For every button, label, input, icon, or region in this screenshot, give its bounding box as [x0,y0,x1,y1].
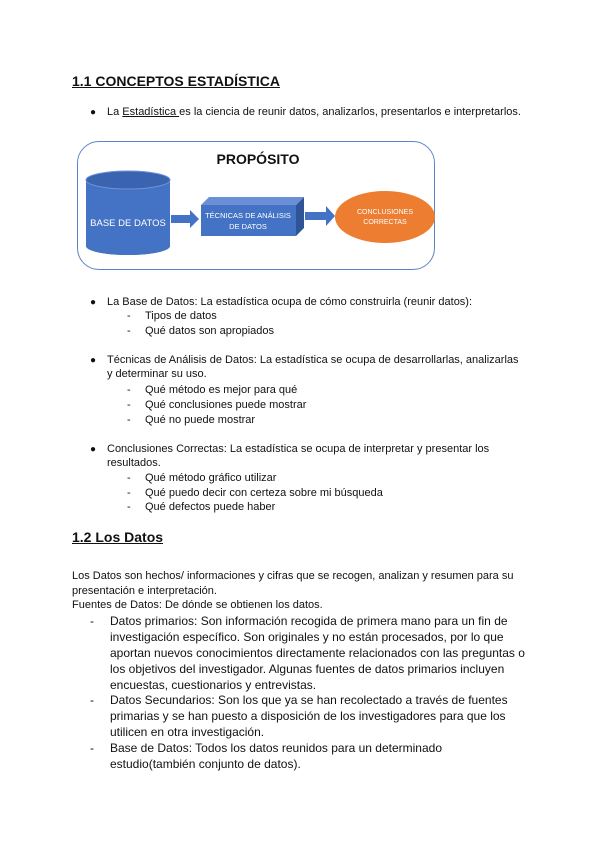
analysis-label-line2: DE DATOS [229,222,267,231]
bullet-dot: ● [90,444,97,455]
bullet-text-line1: Conclusiones Correctas: La estadística se ocupa de interpretar y presentar los [107,443,490,455]
bullet-text-line1: Técnicas de Análisis de Datos: La estadística se ocupa de desarrollarlas, analizarlas [107,354,519,366]
diagram-graphic [78,142,436,271]
list-line: Datos Secundarios: Son los que ya se han recolectado a través de fuentes [110,693,508,707]
conclusions-ellipse [335,191,435,243]
sub-item-text: Qué método es mejor para qué [145,384,298,396]
database-cylinder-icon [86,171,170,255]
list-line: Base de Datos: Todos los datos reunidos para un determinado [110,741,442,755]
diagram-title: PROPÓSITO [216,151,300,167]
conclusions-label-line1: CONCLUSIONES [356,209,414,216]
arrow-right-icon [305,206,335,226]
datos-definition-line2: presentación e interpretación. [72,585,217,597]
list-line: utilicen en otra investigación. [110,725,265,739]
arrow-right-icon [171,210,199,228]
sub-item-text: Tipos de datos [145,310,217,322]
sub-item-text: Qué datos son apropiados [145,325,275,337]
conclusions-label-line2: CORRECTAS [363,219,407,226]
list-line: primarias y se han puesto a disposición de los investigadores para que los [110,709,506,723]
analysis-label-line1: TÉCNICAS DE ANÁLISIS [205,211,291,220]
purpose-diagram [77,141,435,270]
bullet-dot: ● [90,107,97,118]
sub-item-text: Qué no puede mostrar [145,414,256,426]
list-line: los objetivos del investigador. Algunas fuentes de datos primarios incluyen [110,662,505,676]
document-page: 1.1 CONCEPTOS ESTADÍSTICA ● La Estadística es la ciencia de reunir datos, analizarlos, presentarlos e interpretarlos. PROPÓSITO BASE DE DATOS TÉCNICAS DE ANÁLISIS DE DATOS CONCLUSIONES CORRECTAS ● La Base de Datos: La estadística ocupa de cómo construirla (reunir datos): - Tipos de datos - Qué datos son apropiados ● Técnicas de Análisis de Datos: La estadística se ocupa de desarrollarlas, analizarlas y determinar su uso. - Qué método es mejor para qué - Qué conclusiones puede mostrar - Qué no puede mostrar ● Conclusiones Correctas: La estadística se ocupa de interpretar y presentar los resultados. - Qué método gráfico utilizar - Qué puedo decir con certeza sobre mi búsqueda - Qué defectos puede haber 1.2 Los Datos Los Datos son hechos/ informaciones y cifras que se recogen, analizan y resumen para su presentación e interpretación. Fuentes de Datos: De dónde se obtienen los datos. - Datos primarios: Son información recogida de primera mano para un fin de investigación específico. Son originales y no están procesados, por lo que aportan nuevos conocimientos directamente relacionados con las preguntas o los objetivos del investigador. Algunas fuentes de datos primarios incluyen encuestas, cuestionarios y entrevistas. - Datos Secundarios: Son los que ya se han recolectado a través de fuentes primarias y se han puesto a disposición de los investigadores para que los utilicen en otra investigación. - Base de Datos: Todos los datos reunidos para un determinado estudio(también conjunto de datos). [72,73,525,771]
intro-text [107,105,521,120]
list-line: encuestas, cuestionarios y entrevistas. [110,678,317,692]
bullet-dot: ● [90,355,97,366]
bullet-dot: ● [90,297,97,308]
list-line: investigación específico. Son originales y no están procesados, por lo que [110,630,504,644]
intro-prefix: La [107,106,123,118]
section-heading-conceptos: 1.1 CONCEPTOS ESTADÍSTICA [72,73,280,89]
datos-definition-line1: Los Datos son hechos/ informaciones y cifras que se recogen, analizan y resumen para su [72,570,514,582]
bullet-text-line2: resultados. [107,457,161,469]
sub-item-text: Qué conclusiones puede mostrar [145,399,307,411]
sub-item-text: Qué método gráfico utilizar [145,472,277,484]
list-line: estudio(también conjunto de datos). [110,757,301,771]
bullet-text-line2: y determinar su uso. [107,368,207,380]
intro-rest: es la ciencia de reunir datos, analizarlos, presentarlos e interpretarlos. [179,106,521,118]
intro-term-estadistica: Estadística [122,106,180,118]
section-heading-los-datos: 1.2 Los Datos [72,529,164,545]
list-line: Datos primarios: Son información recogida de primera mano para un fin de [110,614,508,628]
fuentes-de-datos: Fuentes de Datos: De dónde se obtienen los datos. [72,599,323,611]
sub-item-text: Qué puedo decir con certeza sobre mi búsqueda [145,487,383,499]
bullet-text: La Base de Datos: La estadística ocupa de cómo construirla (reunir datos): [107,296,473,308]
sub-item-text: Qué defectos puede haber [145,501,276,513]
list-line: aportan nuevos conocimientos directamente relacionados con las preguntas o [110,646,525,660]
database-label: BASE DE DATOS [90,218,166,229]
